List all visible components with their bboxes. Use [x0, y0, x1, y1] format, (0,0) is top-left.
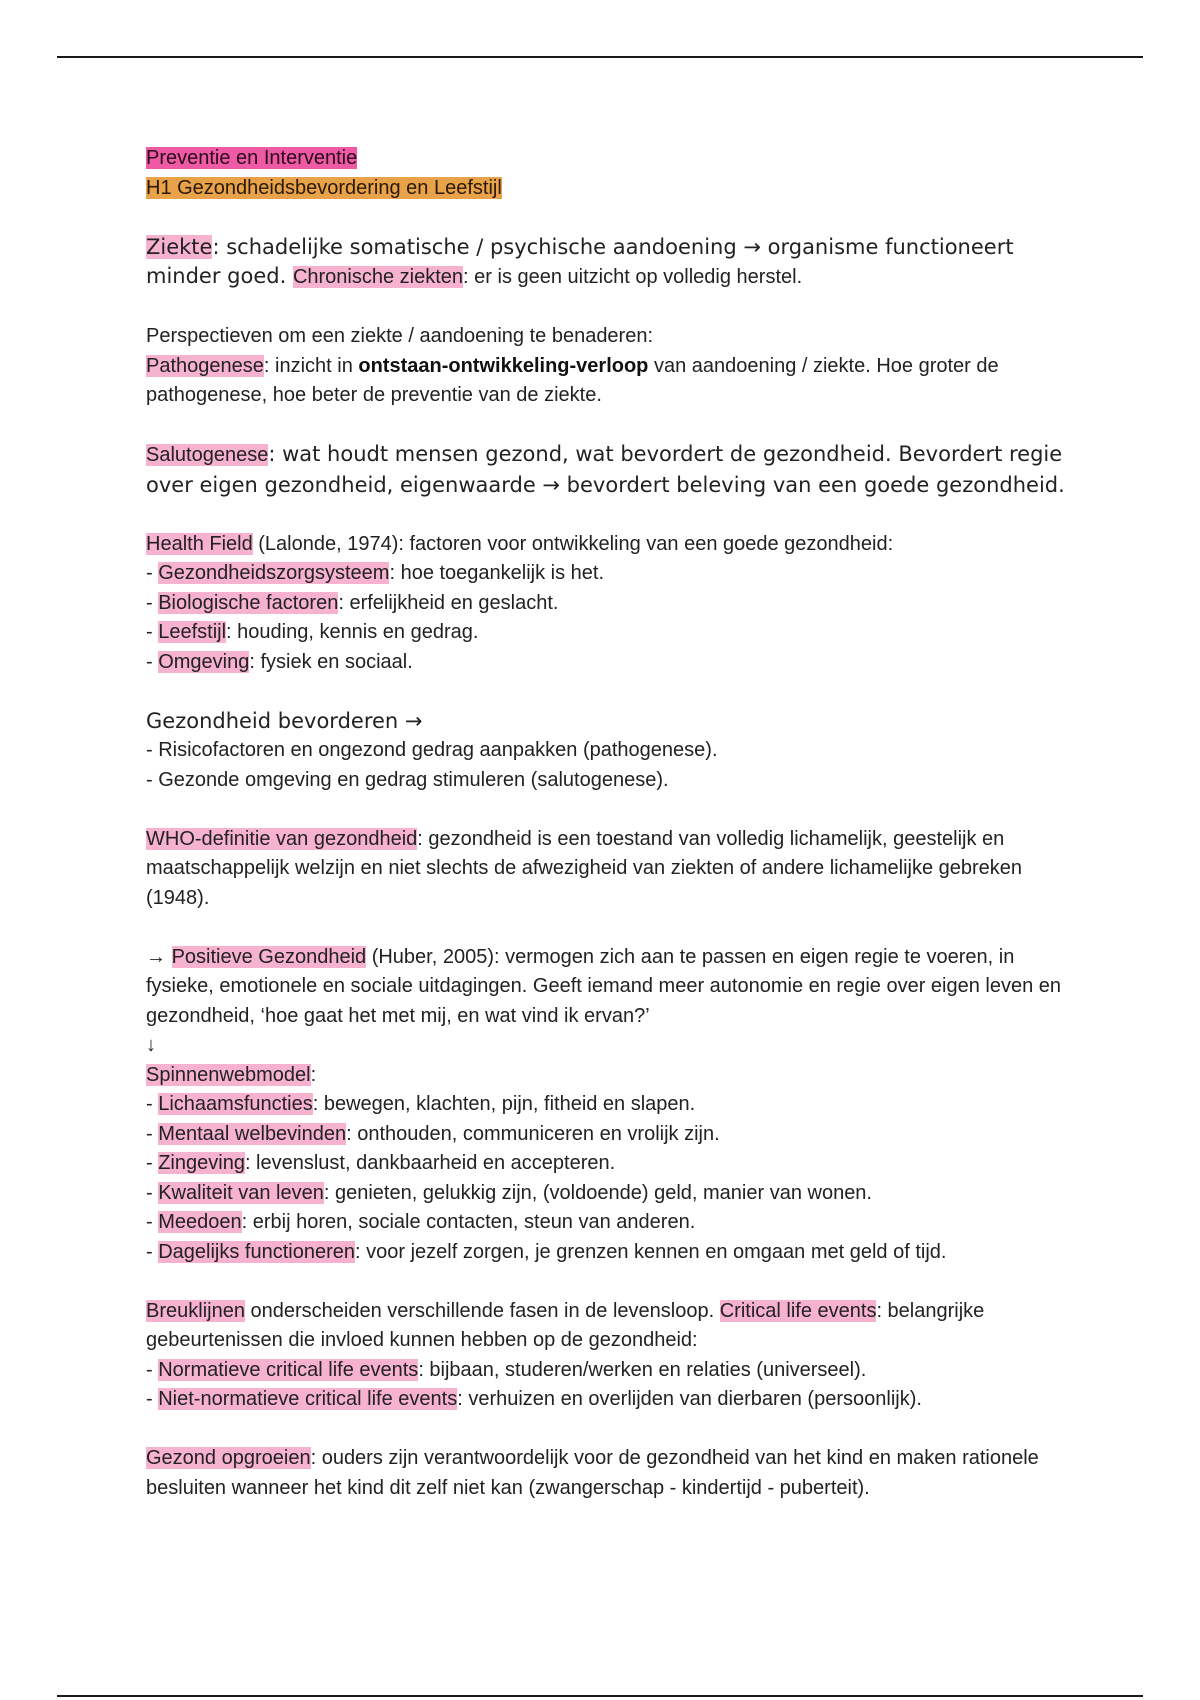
list-item-term: Leefstijl	[158, 621, 227, 643]
pathogenese-pre: : inzicht in	[263, 354, 359, 377]
list-item-term: Zingeving	[158, 1152, 245, 1174]
document-body	[146, 144, 1066, 1503]
bevorderen-heading: Gezondheid bevorderen →	[146, 708, 423, 733]
list-item-term: Dagelijks functioneren	[158, 1240, 355, 1263]
list-item-def: : hoe toegankelijk is het.	[389, 562, 605, 584]
perspectieven-intro: Perspectieven om een ziekte / aandoening te benaderen:	[146, 325, 654, 347]
breuklijnen-definition: onderscheiden verschillende fasen in de levensloop.	[244, 1299, 720, 1322]
list-item: - Mentaal welbevinden: onthouden, communiceren en vrolijk zijn.	[146, 1122, 720, 1145]
list-item: - Niet-normatieve critical life events: verhuizen en overlijden van dierbaren (persoonlijk).	[146, 1388, 922, 1410]
list-item-def: : voor jezelf zorgen, je grenzen kennen en omgaan met geld of tijd.	[355, 1240, 947, 1263]
who-definition: : gezondheid is een toestand van volledig lichamelijk, geestelijk en maatschappelijk welzijn en niet slechts de afwezigheid van ziekten of andere lichamelijke gebreken (1948).	[146, 827, 1023, 909]
pathogenese-post: van aandoening / ziekte. Hoe groter de pathogenese, hoe beter de preventie van de ziekte.	[146, 354, 999, 406]
positieve-definition: (Huber, 2005): vermogen zich aan te passen en eigen regie te voeren, in fysieke, emotionele en sociale uitdagingen. Geeft iemand meer autonomie en regie over eigen leven en gezondheid, ‘hoe gaat het met mij, en wat vind ik ervan?’	[146, 945, 1062, 1027]
subtitle-highlight: H1 Gezondheidsbevordering en Leefstijl	[146, 176, 502, 199]
list-item-term: Omgeving	[158, 650, 250, 673]
list-item: - Leefstijl: houding, kennis en gedrag.	[146, 621, 479, 643]
list-item: - Meedoen: erbij horen, sociale contacten, steun van anderen.	[146, 1211, 696, 1233]
list-item-term: Biologische factoren	[158, 591, 339, 614]
term-breuklijnen: Breuklijnen	[146, 1299, 245, 1322]
list-item: - Gezondheidszorgsysteem: hoe toegankelijk is het.	[146, 562, 605, 584]
list-item-term: Normatieve critical life events	[158, 1358, 419, 1381]
right-arrow-icon: →	[146, 945, 172, 968]
footer-rule	[57, 1695, 1143, 1697]
term-pathogenese: Pathogenese	[146, 354, 264, 377]
list-item-def: : bewegen, klachten, pijn, fitheid en slapen.	[312, 1093, 696, 1115]
list-item: - Normatieve critical life events: bijbaan, studeren/werken en relaties (universeel).	[146, 1358, 867, 1381]
salutogenese-paragraph	[146, 440, 1066, 500]
term-critical-life-events: Critical life events	[719, 1299, 877, 1322]
doc-title	[146, 144, 1066, 174]
gezond-opgroeien-definition: : ouders zijn verantwoordelijk voor de gezondheid van het kind en maken rationele besluiten wanneer het kind dit zelf niet kan (zwangerschap - kindertijd - puberteit).	[146, 1447, 1039, 1499]
list-item-def: : levenslust, dankbaarheid en accepteren.	[244, 1152, 616, 1174]
list-item-term: Gezondheidszorgsysteem	[158, 562, 390, 584]
positieve-paragraph	[146, 943, 1066, 1032]
term-gezond-opgroeien: Gezond opgroeien	[146, 1447, 311, 1469]
list-item: - Risicofactoren en ongezond gedrag aanpakken (pathogenese).	[146, 739, 718, 761]
gezond-opgroeien-paragraph	[146, 1444, 1066, 1503]
spinnenweb-colon: :	[310, 1063, 317, 1086]
list-item-term: Mentaal welbevinden	[158, 1122, 347, 1145]
list-item-def: : bijbaan, studeren/werken en relaties (universeel).	[418, 1358, 867, 1381]
term-who: WHO-definitie van gezondheid	[146, 827, 418, 850]
list-item: - Biologische factoren: erfelijkheid en geslacht.	[146, 591, 559, 614]
term-positieve-gezondheid: Positieve Gezondheid	[171, 945, 367, 968]
list-item-def: : fysiek en sociaal.	[249, 650, 413, 673]
pathogenese-bold: ontstaan-ontwikkeling-verloop	[358, 354, 649, 377]
term-ziekte: Ziekte	[146, 234, 213, 259]
ziekte-paragraph	[146, 233, 1066, 293]
list-item: - Kwaliteit van leven: genieten, gelukkig zijn, (voldoende) geld, manier van wonen.	[146, 1181, 872, 1204]
health-field-paragraph	[146, 530, 1066, 560]
list-item: - Zingeving: levenslust, dankbaarheid en accepteren.	[146, 1152, 616, 1174]
down-arrow-icon: ↓	[146, 1034, 156, 1056]
list-item-text: Risicofactoren en ongezond gedrag aanpakken (pathogenese).	[158, 739, 718, 761]
term-health-field: Health Field	[146, 532, 253, 555]
pathogenese-paragraph	[146, 352, 1066, 411]
critical-life-events-definition: : belangrijke gebeurtenissen die invloed kunnen hebben op de gezondheid:	[146, 1299, 985, 1351]
list-item: - Lichaamsfuncties: bewegen, klachten, pijn, fitheid en slapen.	[146, 1093, 696, 1115]
doc-subtitle	[146, 174, 1066, 204]
list-item-def: : verhuizen en overlijden van dierbaren (persoonlijk).	[457, 1388, 922, 1410]
list-item-def: : erbij horen, sociale contacten, steun van anderen.	[241, 1211, 696, 1233]
list-item-def: : onthouden, communiceren en vrolijk zijn.	[346, 1122, 720, 1145]
list-item-def: : genieten, gelukkig zijn, (voldoende) geld, manier van wonen.	[323, 1181, 872, 1204]
term-chronische-ziekten: Chronische ziekten	[292, 266, 464, 288]
header-rule	[57, 56, 1143, 58]
list-item: - Dagelijks functioneren: voor jezelf zorgen, je grenzen kennen en omgaan met geld of tijd.	[146, 1240, 947, 1263]
list-item-def: : erfelijkheid en geslacht.	[338, 591, 559, 614]
term-spinnenwebmodel: Spinnenwebmodel	[146, 1063, 311, 1086]
who-paragraph	[146, 825, 1066, 914]
ziekte-definition: : schadelijke somatische / psychische aandoening → organisme functioneert minder goed.	[146, 234, 1014, 288]
list-item-term: Lichaamsfuncties	[158, 1093, 313, 1115]
list-item-def: : houding, kennis en gedrag.	[226, 621, 479, 643]
salutogenese-definition: : wat houdt mensen gezond, wat bevordert de gezondheid. Bevordert regie over eigen gezondheid, eigenwaarde → bevordert beleving van een goede gezondheid.	[146, 442, 1065, 497]
list-item: - Omgeving: fysiek en sociaal.	[146, 650, 413, 673]
chronische-definition: : er is geen uitzicht op volledig herstel.	[463, 266, 803, 288]
health-field-definition: (Lalonde, 1974): factoren voor ontwikkeling van een goede gezondheid:	[252, 532, 894, 555]
list-item-term: Niet-normatieve critical life events	[158, 1388, 458, 1410]
spinnenweb-heading	[146, 1061, 1066, 1091]
list-item-text: Gezonde omgeving en gedrag stimuleren (salutogenese).	[158, 768, 669, 791]
title-highlight: Preventie en Interventie	[146, 147, 358, 169]
term-salutogenese: Salutogenese	[146, 444, 269, 466]
list-item-term: Meedoen	[158, 1211, 242, 1233]
list-item: - Gezonde omgeving en gedrag stimuleren (salutogenese).	[146, 768, 669, 791]
list-item-term: Kwaliteit van leven	[158, 1181, 324, 1204]
breuklijnen-paragraph	[146, 1297, 1066, 1356]
